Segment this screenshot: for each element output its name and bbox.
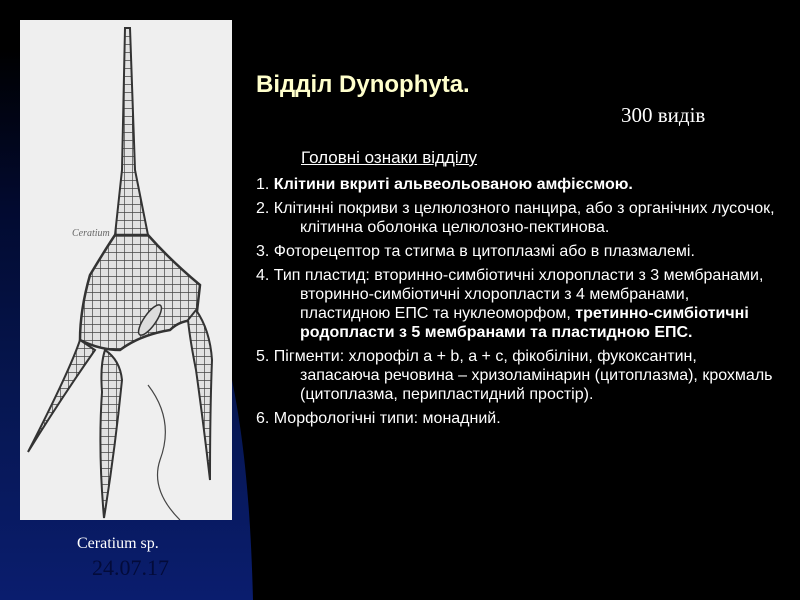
- item-text: Морфологічні типи: монадний.: [273, 410, 501, 427]
- slide-date: 24.07.17: [92, 555, 169, 580]
- subheading: Головні ознаки відділу: [301, 148, 478, 167]
- figure-caption: Ceratium sp.: [77, 535, 159, 552]
- feature-item-1: [256, 175, 776, 194]
- item-bold-text: третинно-симбіотичні родопласти з 5 мембранами та пластидною ЕПС.: [300, 305, 749, 341]
- figure-label: Ceratium: [72, 228, 110, 239]
- feature-list: [256, 175, 776, 433]
- item-text: Тип пластид: вторинно-симбіотичні хлоропласти з 3 мембранами, вторинно-симбіотичні хлоропласти з 4 мембранами, пластидною ЕПС та нуклеоморфом,: [273, 267, 764, 322]
- item-text: Пігменти: хлорофіл a + b, a + c, фікобіліни, фукоксантин, запасаюча речовина – хризоламінарин (цитоплазма), крохмаль (цитоплазма, перипластидний простір).: [273, 348, 773, 403]
- item-text: Фоторецептор та стигма в цитоплазмі або в плазмалемі.: [273, 243, 695, 260]
- feature-item-5: [256, 347, 776, 404]
- slide-title: Відділ Dynophyta.: [256, 71, 470, 98]
- item-number: 1.: [256, 176, 274, 193]
- feature-item-4: [256, 266, 776, 342]
- feature-item-2: [256, 199, 776, 237]
- item-number: 4.: [256, 267, 274, 284]
- species-count: 300 видів: [621, 103, 706, 127]
- feature-item-6: [256, 409, 776, 428]
- feature-item-3: [256, 242, 776, 261]
- ceratium-drawing-icon: [20, 20, 232, 520]
- ceratium-illustration: [20, 20, 232, 520]
- item-number: 3.: [256, 243, 274, 260]
- item-bold-text: Клітини вкриті альвеольованою амфієсмою.: [273, 176, 633, 193]
- item-number: 6.: [256, 410, 274, 427]
- item-number: 5.: [256, 348, 274, 365]
- item-number: 2.: [256, 200, 274, 217]
- item-text: Клітинні покриви з целюлозного панцира, або з органічних лусочок, клітинна оболонка целюлозно-пектинова.: [273, 200, 775, 236]
